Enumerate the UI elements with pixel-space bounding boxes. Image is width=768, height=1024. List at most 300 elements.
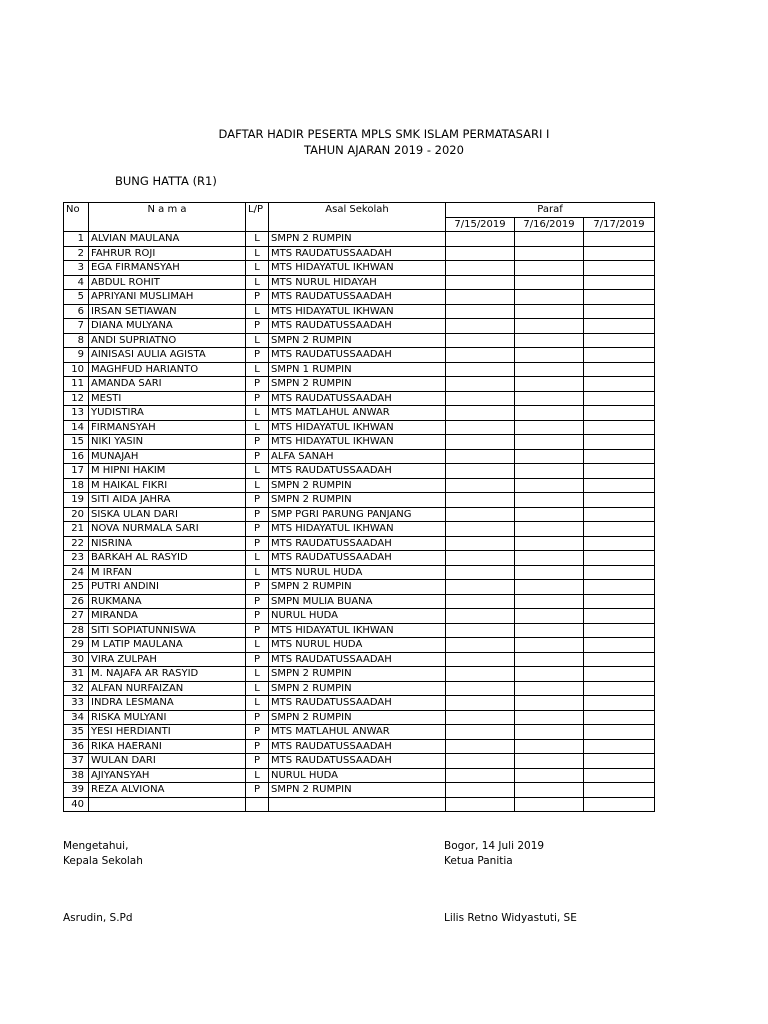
table-row <box>64 594 655 609</box>
student-name: MAGHFUD HARIANTO <box>89 362 246 377</box>
student-school: MTS HIDAYATUL IKHWAN <box>269 623 446 638</box>
signature-cell <box>515 609 584 624</box>
signature-cell <box>584 377 655 392</box>
signature-cell <box>446 507 515 522</box>
signature-cell <box>515 261 584 276</box>
table-row <box>64 696 655 711</box>
student-gender: L <box>246 696 269 711</box>
signature-cell <box>584 478 655 493</box>
table-row <box>64 464 655 479</box>
signature-cell <box>584 406 655 421</box>
row-number: 39 <box>64 783 89 798</box>
row-number: 23 <box>64 551 89 566</box>
signature-cell <box>584 565 655 580</box>
student-name: PUTRI ANDINI <box>89 580 246 595</box>
student-school: MTS HIDAYATUL IKHWAN <box>269 435 446 450</box>
student-school: MTS RAUDATUSSAADAH <box>269 246 446 261</box>
student-name: SISKA ULAN DARI <box>89 507 246 522</box>
signature-cell <box>446 609 515 624</box>
signature-cell <box>584 333 655 348</box>
student-school: MTS NURUL HIDAYAH <box>269 275 446 290</box>
student-name: WULAN DARI <box>89 754 246 769</box>
signature-cell <box>446 623 515 638</box>
row-number: 34 <box>64 710 89 725</box>
signature-cell <box>446 710 515 725</box>
student-school: MTS HIDAYATUL IKHWAN <box>269 420 446 435</box>
student-name: NIKI YASIN <box>89 435 246 450</box>
row-number: 26 <box>64 594 89 609</box>
student-name: RUKMANA <box>89 594 246 609</box>
table-row <box>64 246 655 261</box>
student-gender: L <box>246 304 269 319</box>
student-name: EGA FIRMANSYAH <box>89 261 246 276</box>
student-name: FIRMANSYAH <box>89 420 246 435</box>
student-gender: L <box>246 551 269 566</box>
student-school: SMPN 2 RUMPIN <box>269 710 446 725</box>
row-number: 37 <box>64 754 89 769</box>
signature-cell <box>584 710 655 725</box>
table-row <box>64 638 655 653</box>
table-row <box>64 290 655 305</box>
student-name: M HAIKAL FIKRI <box>89 478 246 493</box>
table-row <box>64 507 655 522</box>
signature-cell <box>584 623 655 638</box>
student-name: ALVIAN MAULANA <box>89 232 246 247</box>
student-school: SMPN 2 RUMPIN <box>269 667 446 682</box>
signature-cell <box>446 304 515 319</box>
row-number: 25 <box>64 580 89 595</box>
signature-cell <box>584 638 655 653</box>
student-name: YESI HERDIANTI <box>89 725 246 740</box>
signature-cell <box>515 580 584 595</box>
signature-cell <box>515 406 584 421</box>
student-school: MTS RAUDATUSSAADAH <box>269 696 446 711</box>
signature-cell <box>446 377 515 392</box>
signature-cell <box>446 551 515 566</box>
signature-cell <box>515 362 584 377</box>
student-school: MTS RAUDATUSSAADAH <box>269 739 446 754</box>
signature-cell <box>515 594 584 609</box>
signature-cell <box>584 391 655 406</box>
signature-cell <box>515 304 584 319</box>
table-row <box>64 420 655 435</box>
row-number: 14 <box>64 420 89 435</box>
signature-cell <box>584 739 655 754</box>
header-date: 7/17/2019 <box>584 217 655 232</box>
signature-cell <box>584 435 655 450</box>
table-row <box>64 768 655 783</box>
student-school: SMPN 2 RUMPIN <box>269 493 446 508</box>
student-name: BARKAH AL RASYID <box>89 551 246 566</box>
row-number: 9 <box>64 348 89 363</box>
signature-cell <box>584 246 655 261</box>
attendance-table <box>63 202 655 812</box>
footer-known-by: Mengetahui, <box>63 840 129 852</box>
header-date: 7/16/2019 <box>515 217 584 232</box>
student-gender: L <box>246 362 269 377</box>
row-number: 6 <box>64 304 89 319</box>
student-name: ALFAN NURFAIZAN <box>89 681 246 696</box>
signature-cell <box>446 580 515 595</box>
student-gender: P <box>246 580 269 595</box>
signature-cell <box>584 290 655 305</box>
row-number: 4 <box>64 275 89 290</box>
table-row <box>64 725 655 740</box>
signature-cell <box>584 536 655 551</box>
student-school: SMPN 2 RUMPIN <box>269 333 446 348</box>
student-school: SMPN 2 RUMPIN <box>269 783 446 798</box>
student-gender: L <box>246 768 269 783</box>
signature-cell <box>515 565 584 580</box>
signature-cell <box>515 391 584 406</box>
table-row <box>64 754 655 769</box>
student-school: SMP PGRI PARUNG PANJANG <box>269 507 446 522</box>
signature-cell <box>515 667 584 682</box>
table-row <box>64 348 655 363</box>
student-name: REZA ALVIONA <box>89 783 246 798</box>
student-gender: P <box>246 377 269 392</box>
student-school: NURUL HUDA <box>269 768 446 783</box>
student-gender: L <box>246 565 269 580</box>
signature-cell <box>446 725 515 740</box>
signature-cell <box>446 348 515 363</box>
student-name: ANDI SUPRIATNO <box>89 333 246 348</box>
signature-cell <box>446 261 515 276</box>
student-gender: L <box>246 261 269 276</box>
table-row <box>64 609 655 624</box>
row-number: 13 <box>64 406 89 421</box>
student-school: ALFA SANAH <box>269 449 446 464</box>
table-row <box>64 797 655 812</box>
signature-cell <box>515 551 584 566</box>
table-row <box>64 406 655 421</box>
student-name: RIKA HAERANI <box>89 739 246 754</box>
row-number: 8 <box>64 333 89 348</box>
row-number: 30 <box>64 652 89 667</box>
table-row <box>64 565 655 580</box>
signature-cell <box>515 348 584 363</box>
student-name: MUNAJAH <box>89 449 246 464</box>
row-number: 17 <box>64 464 89 479</box>
signature-cell <box>584 783 655 798</box>
table-row <box>64 493 655 508</box>
signature-cell <box>515 275 584 290</box>
student-school: MTS HIDAYATUL IKHWAN <box>269 261 446 276</box>
table-row <box>64 377 655 392</box>
student-gender: P <box>246 449 269 464</box>
student-gender: L <box>246 478 269 493</box>
student-gender: L <box>246 232 269 247</box>
student-school: NURUL HUDA <box>269 609 446 624</box>
signature-cell <box>584 522 655 537</box>
signature-cell <box>584 797 655 812</box>
signature-cell <box>446 420 515 435</box>
student-gender: P <box>246 391 269 406</box>
footer-committee-title: Ketua Panitia <box>444 855 513 867</box>
signature-cell <box>584 768 655 783</box>
table-row <box>64 449 655 464</box>
row-number: 1 <box>64 232 89 247</box>
signature-cell <box>446 478 515 493</box>
signature-cell <box>515 246 584 261</box>
signature-cell <box>446 536 515 551</box>
row-number: 15 <box>64 435 89 450</box>
student-school: MTS RAUDATUSSAADAH <box>269 464 446 479</box>
student-school: MTS RAUDATUSSAADAH <box>269 551 446 566</box>
signature-cell <box>446 652 515 667</box>
document-subtitle: TAHUN AJARAN 2019 - 2020 <box>304 143 464 157</box>
row-number: 38 <box>64 768 89 783</box>
signature-cell <box>446 362 515 377</box>
signature-cell <box>446 391 515 406</box>
row-number: 12 <box>64 391 89 406</box>
row-number: 11 <box>64 377 89 392</box>
student-name: DIANA MULYANA <box>89 319 246 334</box>
student-gender: P <box>246 623 269 638</box>
row-number: 21 <box>64 522 89 537</box>
student-school: SMPN 2 RUMPIN <box>269 580 446 595</box>
signature-cell <box>515 783 584 798</box>
signature-cell <box>584 362 655 377</box>
student-gender: L <box>246 275 269 290</box>
row-number: 32 <box>64 681 89 696</box>
signature-cell <box>515 478 584 493</box>
student-gender: P <box>246 522 269 537</box>
student-name <box>89 797 246 812</box>
signature-cell <box>584 725 655 740</box>
student-gender: P <box>246 739 269 754</box>
table-row <box>64 362 655 377</box>
student-school: MTS RAUDATUSSAADAH <box>269 536 446 551</box>
signature-cell <box>584 348 655 363</box>
student-gender: P <box>246 348 269 363</box>
student-name: IRSAN SETIAWAN <box>89 304 246 319</box>
footer-place-date: Bogor, 14 Juli 2019 <box>444 840 545 852</box>
student-school: MTS HIDAYATUL IKHWAN <box>269 522 446 537</box>
signature-cell <box>446 594 515 609</box>
table-row <box>64 551 655 566</box>
signature-cell <box>584 594 655 609</box>
signature-cell <box>446 290 515 305</box>
student-school: MTS RAUDATUSSAADAH <box>269 754 446 769</box>
header-lp: L/P <box>246 203 269 232</box>
signature-cell <box>446 449 515 464</box>
signature-cell <box>446 522 515 537</box>
signature-cell <box>515 797 584 812</box>
footer-principal-title: Kepala Sekolah <box>63 855 143 867</box>
student-school: SMPN 2 RUMPIN <box>269 681 446 696</box>
signature-cell <box>515 493 584 508</box>
document-title: DAFTAR HADIR PESERTA MPLS SMK ISLAM PERMATASARI I <box>218 127 550 141</box>
table-row <box>64 478 655 493</box>
signature-cell <box>446 232 515 247</box>
signature-cell <box>584 667 655 682</box>
student-school: MTS MATLAHUL ANWAR <box>269 725 446 740</box>
table-row <box>64 536 655 551</box>
student-name: MESTI <box>89 391 246 406</box>
signature-cell <box>515 536 584 551</box>
signature-cell <box>515 768 584 783</box>
table-row <box>64 580 655 595</box>
signature-cell <box>515 449 584 464</box>
row-number: 24 <box>64 565 89 580</box>
student-gender: P <box>246 754 269 769</box>
student-name: MIRANDA <box>89 609 246 624</box>
row-number: 19 <box>64 493 89 508</box>
row-number: 3 <box>64 261 89 276</box>
row-number: 2 <box>64 246 89 261</box>
student-gender: P <box>246 609 269 624</box>
row-number: 33 <box>64 696 89 711</box>
signature-cell <box>515 522 584 537</box>
signature-cell <box>584 696 655 711</box>
student-school: SMPN 2 RUMPIN <box>269 377 446 392</box>
student-gender: L <box>246 638 269 653</box>
student-school: MTS HIDAYATUL IKHWAN <box>269 304 446 319</box>
table-row <box>64 652 655 667</box>
student-school: MTS MATLAHUL ANWAR <box>269 406 446 421</box>
signature-cell <box>446 435 515 450</box>
signature-cell <box>584 609 655 624</box>
student-gender: P <box>246 435 269 450</box>
student-name: M IRFAN <box>89 565 246 580</box>
student-name: INDRA LESMANA <box>89 696 246 711</box>
signature-cell <box>515 638 584 653</box>
student-school: SMPN 2 RUMPIN <box>269 232 446 247</box>
student-gender: L <box>246 246 269 261</box>
row-number: 36 <box>64 739 89 754</box>
signature-cell <box>584 464 655 479</box>
student-school: MTS NURUL HUDA <box>269 565 446 580</box>
signature-cell <box>515 681 584 696</box>
table-row <box>64 304 655 319</box>
student-name: YUDISTIRA <box>89 406 246 421</box>
signature-cell <box>584 319 655 334</box>
student-gender: L <box>246 667 269 682</box>
row-number: 40 <box>64 797 89 812</box>
signature-cell <box>446 246 515 261</box>
student-name: NISRINA <box>89 536 246 551</box>
student-name: SITI AIDA JAHRA <box>89 493 246 508</box>
student-name: ABDUL ROHIT <box>89 275 246 290</box>
student-gender: P <box>246 725 269 740</box>
student-name: NOVA NURMALA SARI <box>89 522 246 537</box>
table-row <box>64 275 655 290</box>
table-row <box>64 710 655 725</box>
signature-cell <box>446 493 515 508</box>
signature-cell <box>446 667 515 682</box>
signature-cell <box>446 333 515 348</box>
signature-cell <box>584 275 655 290</box>
signature-cell <box>446 768 515 783</box>
signature-cell <box>515 333 584 348</box>
signature-cell <box>515 377 584 392</box>
row-number: 31 <box>64 667 89 682</box>
table-row <box>64 783 655 798</box>
table-row <box>64 435 655 450</box>
header-paraf: Paraf <box>446 203 655 218</box>
student-gender: P <box>246 783 269 798</box>
student-name: RISKA MULYANI <box>89 710 246 725</box>
signature-cell <box>515 710 584 725</box>
student-school: MTS RAUDATUSSAADAH <box>269 652 446 667</box>
signature-cell <box>446 754 515 769</box>
table-row <box>64 391 655 406</box>
student-gender: P <box>246 507 269 522</box>
student-name: M LATIP MAULANA <box>89 638 246 653</box>
signature-cell <box>446 275 515 290</box>
table-row <box>64 261 655 276</box>
signature-cell <box>584 232 655 247</box>
footer-principal-name: Asrudin, S.Pd <box>63 912 133 924</box>
header-no: No <box>64 203 89 232</box>
student-school: SMPN 1 RUMPIN <box>269 362 446 377</box>
student-school: MTS NURUL HUDA <box>269 638 446 653</box>
signature-cell <box>446 565 515 580</box>
signature-cell <box>584 551 655 566</box>
student-name: APRIYANI MUSLIMAH <box>89 290 246 305</box>
footer-committee-name: Lilis Retno Widyastuti, SE <box>444 912 577 924</box>
table-row <box>64 623 655 638</box>
signature-cell <box>584 304 655 319</box>
student-gender: L <box>246 464 269 479</box>
signature-cell <box>584 580 655 595</box>
signature-cell <box>515 754 584 769</box>
student-gender: L <box>246 420 269 435</box>
signature-cell <box>446 638 515 653</box>
signature-cell <box>515 420 584 435</box>
row-number: 16 <box>64 449 89 464</box>
signature-cell <box>515 507 584 522</box>
table-row <box>64 319 655 334</box>
student-school: MTS RAUDATUSSAADAH <box>269 348 446 363</box>
signature-cell <box>446 406 515 421</box>
student-school: SMPN MULIA BUANA <box>269 594 446 609</box>
signature-cell <box>584 681 655 696</box>
header-date: 7/15/2019 <box>446 217 515 232</box>
header-asal-sekolah: Asal Sekolah <box>269 203 446 232</box>
signature-cell <box>515 696 584 711</box>
signature-cell <box>584 261 655 276</box>
signature-cell <box>584 420 655 435</box>
table-row <box>64 667 655 682</box>
row-number: 28 <box>64 623 89 638</box>
signature-cell <box>584 493 655 508</box>
row-number: 7 <box>64 319 89 334</box>
student-name: SITI SOPIATUNNISWA <box>89 623 246 638</box>
signature-cell <box>515 319 584 334</box>
signature-cell <box>515 464 584 479</box>
table-row <box>64 232 655 247</box>
student-name: FAHRUR ROJI <box>89 246 246 261</box>
signature-cell <box>446 797 515 812</box>
student-gender: L <box>246 406 269 421</box>
signature-cell <box>446 739 515 754</box>
student-gender: P <box>246 493 269 508</box>
signature-cell <box>584 507 655 522</box>
student-school: MTS RAUDATUSSAADAH <box>269 391 446 406</box>
student-school: MTS RAUDATUSSAADAH <box>269 290 446 305</box>
signature-cell <box>446 783 515 798</box>
table-row <box>64 333 655 348</box>
signature-cell <box>515 290 584 305</box>
signature-cell <box>515 652 584 667</box>
row-number: 18 <box>64 478 89 493</box>
signature-cell <box>446 696 515 711</box>
student-gender: L <box>246 333 269 348</box>
student-name: AINISASI AULIA AGISTA <box>89 348 246 363</box>
table-row <box>64 681 655 696</box>
